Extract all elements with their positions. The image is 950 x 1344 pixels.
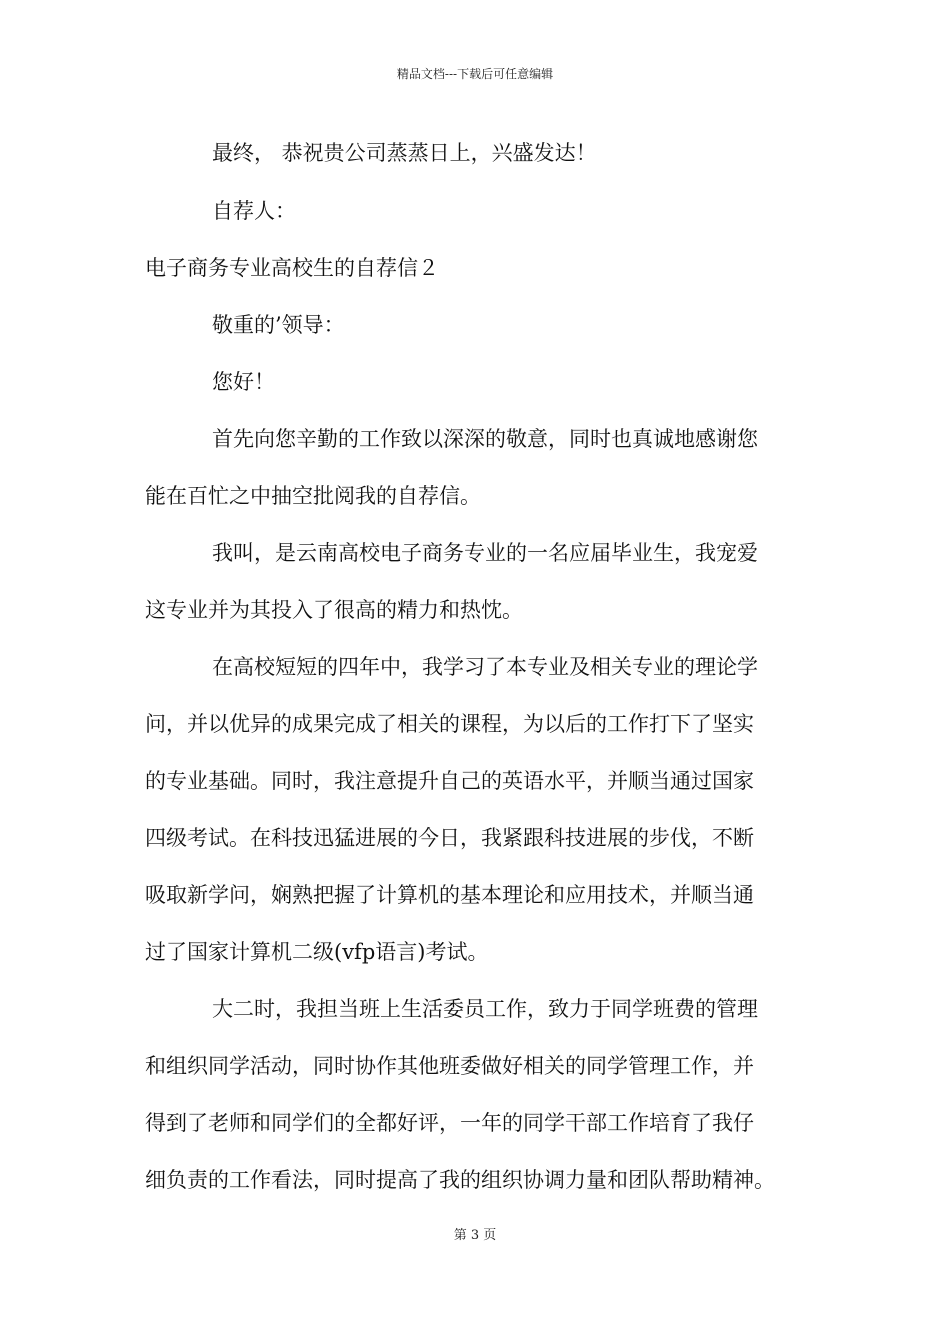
paragraph-line: 在高校短短的四年中，我学习了本专业及相关专业的理论学 [212,655,758,679]
signature: 自荐人： [212,199,296,223]
paragraph-line: 过了国家计算机二级(vfp语言)考试。 [145,940,489,964]
paragraph-line: 吸取新学问，娴熟把握了计算机的基本理论和应用技术，并顺当通 [145,883,754,907]
page-number: 第 3 页 [453,1228,497,1243]
greeting: 您好！ [212,370,275,394]
paragraph-line: 能在百忙之中抽空批阅我的自荐信。 [145,484,481,508]
paragraph-line: 问，并以优异的成果完成了相关的课程，为以后的工作打下了坚实 [145,712,754,736]
paragraph-line: 细负责的工作看法，同时提高了我的组织协调力量和团队帮助精神。 [145,1168,775,1192]
salutation: 敬重的’领导： [212,313,345,337]
paragraph-line: 大二时，我担当班上生活委员工作，致力于同学班费的管理 [212,997,758,1021]
paragraph-line: 我叫，是云南高校电子商务专业的一名应届毕业生，我宠爱 [212,541,758,565]
page-header: 精品文档---下载后可任意编辑 [396,67,554,81]
paragraph-line: 和组织同学活动，同时协作其他班委做好相关的同学管理工作，并 [145,1054,754,1078]
paragraph-line: 首先向您辛勤的工作致以深深的敬意，同时也真诚地感谢您 [212,427,758,451]
paragraph-line: 四级考试。在科技迅猛进展的今日，我紧跟科技进展的步伐，不断 [145,826,754,850]
paragraph-line: 得到了老师和同学们的全都好评，一年的同学干部工作培育了我仔 [145,1111,754,1135]
section-title: 电子商务专业高校生的自荐信２ [145,256,439,280]
paragraph-line: 的专业基础。同时，我注意提升自己的英语水平，并顺当通过国家 [145,769,754,793]
closing-wish: 最终， 恭祝贵公司蒸蒸日上，兴盛发达！ [212,141,597,165]
paragraph-line: 这专业并为其投入了很高的精力和热忱。 [145,598,523,622]
